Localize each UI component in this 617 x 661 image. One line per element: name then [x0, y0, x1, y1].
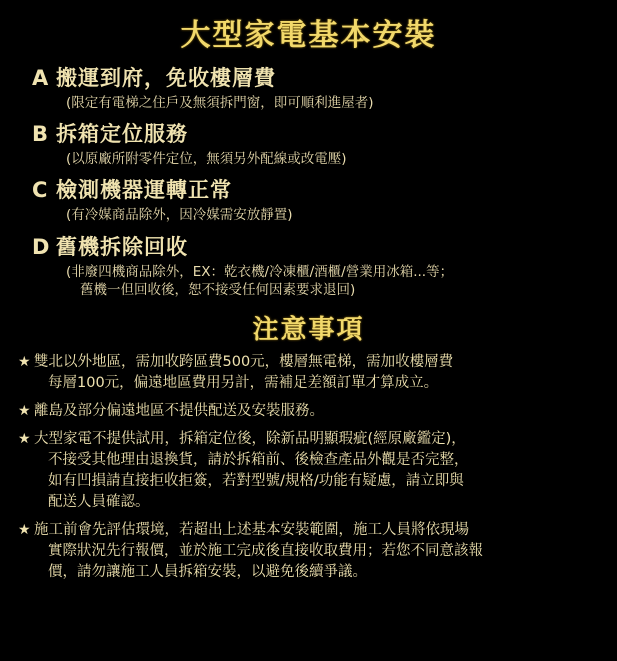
service-item-d-note-line1: (非廢四機商品除外，EX：乾衣機/冷凍櫃/酒櫃/營業用冰箱...等； — [66, 263, 454, 280]
service-item-d-note-line2: 舊機一但回收後，恕不接受任何因素要求退回) — [80, 281, 356, 298]
notice-line: 不接受其他理由退換貨，請於拆箱前、後檢查產品外觀是否完整， — [48, 452, 469, 469]
service-item-b-title: 拆箱定位服務 — [56, 122, 188, 147]
service-item-b-head — [10, 118, 607, 148]
service-item-d-title: 舊機拆除回收 — [56, 234, 188, 259]
notice-line: 每層100元，偏遠地區費用另計，需補足差額訂單才算成立。 — [48, 375, 439, 392]
notice-item-text — [34, 429, 607, 513]
notice-line: 價，請勿讓施工人員拆箱安裝，以避免後續爭議。 — [48, 564, 367, 581]
notice-item — [10, 401, 607, 422]
notice-item-text — [34, 520, 607, 583]
service-item-c-head — [10, 174, 607, 204]
service-item-d — [10, 231, 607, 299]
notice-line: 配送人員確認。 — [48, 494, 150, 511]
service-item-d-letter: D — [32, 234, 50, 259]
notice-item — [10, 429, 607, 513]
notice-line: 大型家電不提供試用，拆箱定位後，除新品明顯瑕疵(經原廠鑑定)， — [34, 431, 466, 448]
service-item-b-note: (以原廠所附零件定位，無須另外配線或改電壓) — [66, 151, 347, 168]
service-item-c — [10, 174, 607, 224]
notice-item-text — [34, 401, 607, 422]
service-item-c-note: (有冷媒商品除外，因冷媒需安放靜置) — [66, 207, 293, 224]
notice-line: 實際狀況先行報價，並於施工完成後直接收取費用；若您不同意該報 — [48, 543, 483, 560]
notice-item-text — [34, 352, 607, 394]
service-item-a-head — [10, 62, 607, 92]
notice-item — [10, 352, 607, 394]
star-icon: ★ — [18, 354, 31, 371]
service-item-a — [10, 62, 607, 112]
service-item-b — [10, 118, 607, 168]
notice-list — [10, 352, 607, 583]
notice-line: 如有凹損請直接拒收拒簽，若對型號/規格/功能有疑慮，請立即與 — [48, 473, 464, 490]
notice-line: 施工前會先評估環境，若超出上述基本安裝範圍，施工人員將依現場 — [34, 522, 469, 539]
service-item-c-letter: C — [32, 178, 48, 203]
service-item-a-letter: A — [32, 66, 49, 90]
service-item-a-note: (限定有電梯之住戶及無須拆門窗，即可順利進屋者) — [66, 95, 374, 111]
notice-line: 雙北以外地區，需加收跨區費500元，樓層無電梯，需加收樓層費 — [34, 354, 454, 371]
service-item-b-letter: B — [32, 122, 49, 147]
notice-heading: 注意事項 — [252, 315, 365, 346]
service-item-a-title: 搬運到府，免收樓層費 — [56, 66, 276, 90]
page-title: 大型家電基本安裝 — [180, 18, 437, 53]
notice-line: 離島及部分偏遠地區不提供配送及安裝服務。 — [34, 403, 324, 420]
star-icon: ★ — [18, 431, 31, 448]
service-item-d-head — [10, 231, 607, 261]
notice-item — [10, 520, 607, 583]
star-icon: ★ — [18, 522, 31, 539]
service-item-c-title: 檢測機器運轉正常 — [56, 178, 232, 203]
star-icon: ★ — [18, 403, 31, 420]
service-item-d-note — [10, 263, 607, 299]
